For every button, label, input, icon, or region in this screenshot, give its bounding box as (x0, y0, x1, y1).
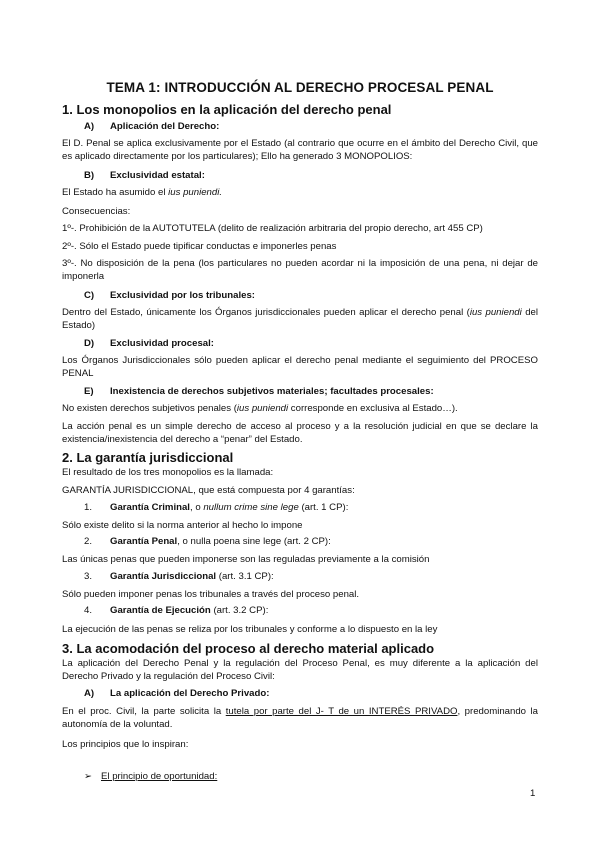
paragraph-3a (62, 705, 538, 731)
subheading-label: La aplicación del Derecho Privado: (110, 688, 270, 699)
text-run: del Estado) (62, 307, 538, 331)
guarantee-3-text: Sólo pueden imponer penas los tribunales a través del proceso penal. (62, 589, 360, 600)
text-run: , predominando la autonomía de la voluntad. (62, 706, 539, 730)
paragraph-2-intro: El resultado de los tres monopolios es la llamada: (62, 467, 274, 478)
list-marker: 3. (84, 571, 93, 582)
text-run: (art. 3.2 CP): (210, 605, 269, 616)
paragraph-3-intro: La aplicación del Derecho Penal y la regulación del Proceso Penal, es muy diferente a la aplicación del Derecho Privado y la regulación del Proceso Civil: (62, 658, 538, 682)
guarantee-label: Garantía Jurisdiccional (110, 571, 217, 582)
guarantee-1-text: Sólo existe delito si la norma anterior al hecho lo impone (62, 520, 303, 531)
consequence-1: 1º-. Prohibición de la AUTOTUTELA (delito de realización arbitraria del propio derecho, art 455 CP) (62, 223, 483, 234)
consequences-label: Consecuencias: (62, 206, 131, 217)
guarantee-2 (84, 536, 331, 547)
subheading-label: Exclusividad procesal: (110, 338, 214, 349)
subheading-1e (84, 386, 434, 397)
text-run: (art. 1 CP): (298, 502, 349, 513)
arrow-bullet-icon: ➢ (84, 771, 93, 782)
guarantee-2-text: Las únicas penas que pueden imponerse son las reguladas previamente a la comisión (62, 554, 430, 565)
paragraph-1e (62, 402, 538, 415)
subheading-label: Aplicación del Derecho: (110, 121, 220, 132)
subheading-marker: A) (84, 688, 95, 699)
paragraph-3a-2: Los principios que lo inspiran: (62, 739, 189, 750)
paragraph-1b (62, 186, 538, 199)
text-run: (art. 3.1 CP): (216, 571, 274, 582)
guarantee-4 (84, 605, 268, 616)
consequence-2: 2º-. Sólo el Estado puede tipificar conductas e imponerles penas (62, 241, 337, 252)
subheading-1c (84, 290, 255, 301)
italic-term: ius puniendi. (168, 187, 223, 198)
guarantee-label: Garantía Criminal (110, 502, 190, 513)
section-1-heading: 1. Los monopolios en la aplicación del derecho penal (62, 102, 392, 117)
consequence-3: 3º-. No disposición de la pena (los particulares no pueden acordar ni la imposición de una pena, ni dejar de imponerla (62, 258, 538, 282)
subheading-marker: A) (84, 121, 95, 132)
subheading-marker: E) (84, 386, 94, 397)
paragraph-1c (62, 306, 538, 332)
list-marker: 1. (84, 502, 93, 513)
paragraph-1e-2: La acción penal es un simple derecho de acceso al proceso y a la resolución judicial en que se declare la existencia/inexistencia del derecho a “penar” del Estado. (62, 421, 538, 445)
text-run: El Estado ha asumido el (62, 187, 169, 198)
guarantee-1 (84, 502, 348, 513)
list-marker: 4. (84, 605, 93, 616)
subheading-marker: C) (84, 290, 95, 301)
italic-term: ius puniendi (236, 403, 289, 414)
italic-term: ius puniendi (469, 307, 522, 318)
section-2-heading: 2. La garantía jurisdiccional (62, 450, 234, 465)
text-run: Dentro del Estado, únicamente los Órganos jurisdiccionales pueden aplicar el derecho penal ( (62, 307, 470, 318)
text-run: En el proc. Civil, la parte solicita la (62, 706, 226, 717)
subheading-3a (84, 688, 269, 699)
subheading-label: Inexistencia de derechos subjetivos materiales; facultades procesales: (110, 386, 434, 397)
subheading-label: Exclusividad por los tribunales: (110, 290, 256, 301)
paragraph-1d: Los Órganos Jurisdiccionales sólo pueden aplicar el derecho penal mediante el seguimiento del PROCESO PENAL (62, 355, 538, 379)
page-number: 1 (530, 788, 536, 799)
list-marker: 2. (84, 536, 93, 547)
guarantee-3 (84, 571, 274, 582)
paragraph-1a: El D. Penal se aplica exclusivamente por el Estado (al contrario que ocurre en el ámbito del Derecho Civil, que es aplicado directamente por los particulares); Ello ha generado 3 MONOPOLIOS: (62, 138, 538, 162)
subheading-1b (84, 170, 205, 181)
guarantee-label: Garantía Penal (110, 536, 178, 547)
subheading-1d (84, 338, 214, 349)
subheading-marker: D) (84, 338, 95, 349)
guarantee-label: Garantía de Ejecución (110, 605, 211, 616)
underlined-term: tutela por parte del J- T de un INTERÉS PRIVADO (225, 706, 458, 717)
text-run: , o nulla poena sine lege (art. 2 CP): (177, 536, 331, 547)
text-run: No existen derechos subjetivos penales ( (62, 403, 237, 414)
paragraph-2-garantia: GARANTÍA JURISDICCIONAL, que está compuesta por 4 garantías: (62, 485, 355, 496)
bullet-item-oportunidad: El principio de oportunidad: (101, 771, 218, 782)
guarantee-4-text: La ejecución de las penas se reliza por los tribunales y conforme a lo dispuesto en la ley (62, 624, 438, 635)
subheading-1a (84, 121, 219, 132)
document-title: TEMA 1: INTRODUCCIÓN AL DERECHO PROCESAL PENAL (106, 80, 494, 95)
section-3-heading: 3. La acomodación del proceso al derecho material aplicado (62, 641, 435, 656)
text-run: , o (189, 502, 204, 513)
italic-term: nullum crime sine lege (203, 502, 299, 513)
subheading-marker: B) (84, 170, 95, 181)
subheading-label: Exclusividad estatal: (110, 170, 205, 181)
text-run: corresponde en exclusiva al Estado…). (288, 403, 458, 414)
